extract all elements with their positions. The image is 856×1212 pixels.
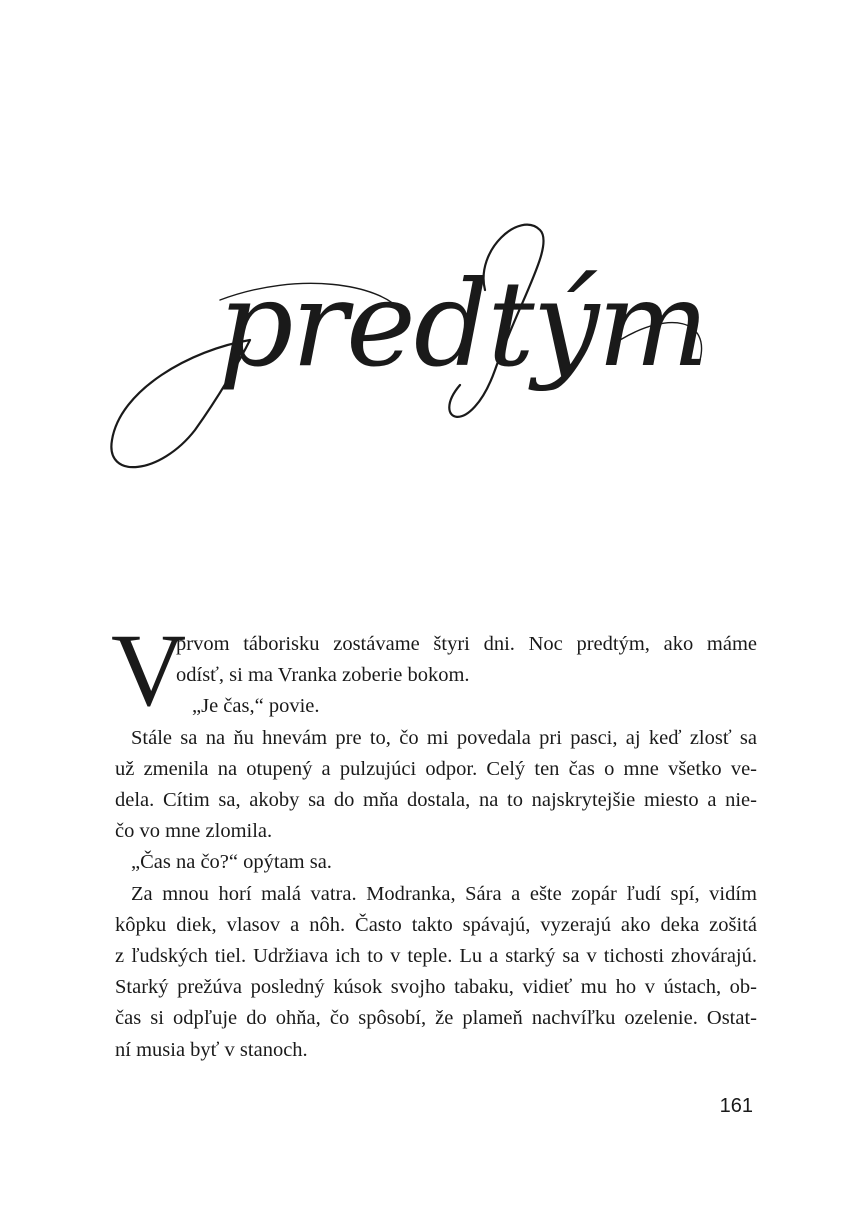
text-line: „Čas na čo?“ opýtam sa.: [131, 851, 332, 874]
text-line: čo vo mne zlomila.: [115, 820, 273, 843]
chapter-title-text: predtým: [218, 255, 708, 393]
drop-cap: V: [111, 613, 187, 728]
page-number: 161: [719, 1095, 753, 1117]
paragraph-4: [115, 879, 757, 1066]
text-line: Starký prežúva posledný kúsok svojho tabaku, vidieť mu ho v ústach, ob-: [115, 976, 757, 999]
text-line: už zmenila na otupený a pulzujúci odpor. Celý ten čas o mne všetko ve-: [115, 757, 757, 780]
paragraph-3: [115, 847, 757, 878]
text-line: dela. Cítim sa, akoby sa do mňa dostala, na to najskrytejšie miesto a nie-: [115, 789, 757, 812]
text-line: z ľudských tiel. Udržiava ich to v teple. Lu a starký sa v tichosti zhovárajú.: [115, 945, 757, 968]
body-text: [111, 613, 757, 1066]
text-line: „Je čas,“ povie.: [192, 695, 320, 718]
chapter-title: [100, 190, 740, 490]
text-line: čas si odpľuje do ohňa, čo spôsobí, že plameň nachvíľku ozelenie. Ostat-: [115, 1007, 757, 1030]
text-line: odísť, si ma Vranka zoberie bokom.: [176, 664, 470, 687]
text-line: Za mnou horí malá vatra. Modranka, Sára a ešte zopár ľudí spí, vidím: [131, 882, 757, 905]
text-line: kôpku diek, vlasov a nôh. Často takto spávajú, vyzerajú ako deka zošitá: [115, 913, 757, 936]
paragraph-2: [115, 723, 757, 848]
paragraph-1: [111, 613, 757, 728]
text-line: Stále sa na ňu hnevám pre to, čo mi povedala pri pasci, aj keď zlosť sa: [131, 726, 757, 749]
chapter-title-calligraphy: [100, 190, 740, 490]
text-line: prvom táborisku zostávame štyri dni. Noc predtým, ako máme: [176, 633, 757, 655]
text-line: ní musia byť v stanoch.: [115, 1038, 308, 1061]
